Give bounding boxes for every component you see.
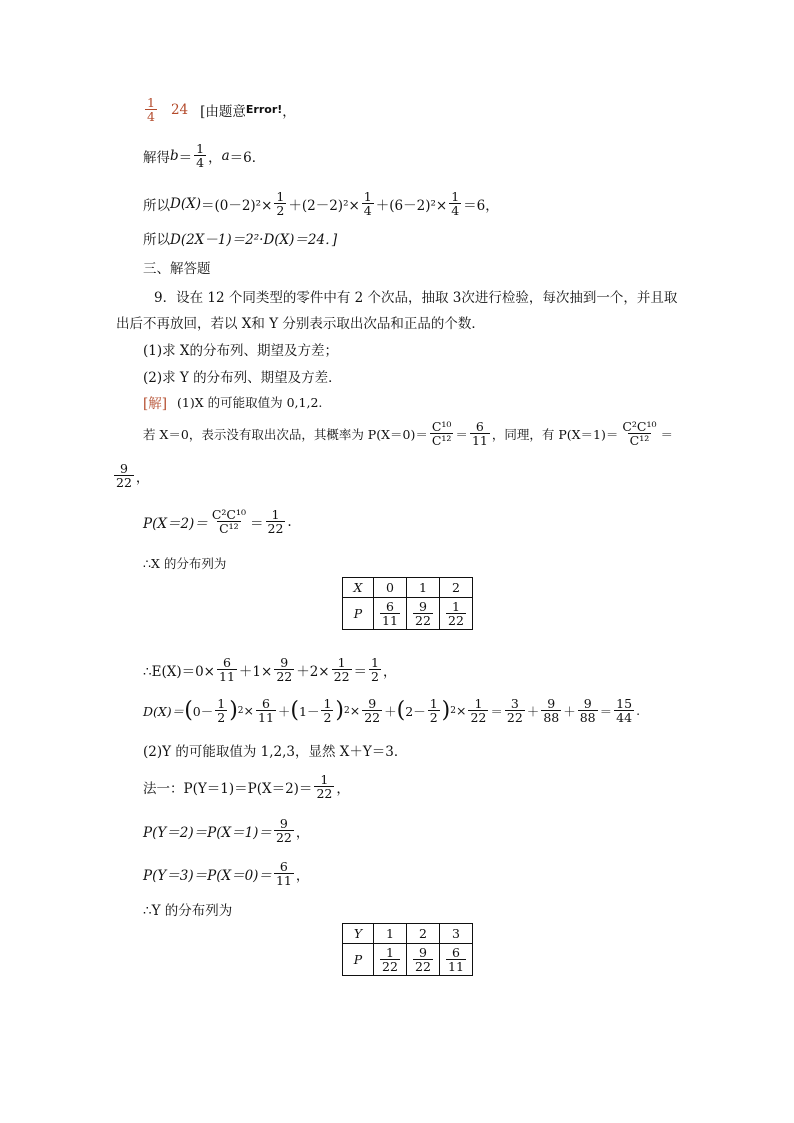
fraction: $\frac{6}{11}$ (275, 859, 292, 889)
fraction: $\frac{6}{11}$ (219, 655, 235, 685)
expectation-line: ∴E(X)＝0× $\frac{6}{11}$ ＋1× $\frac{9}{22}$ ＋2× $\frac{1}{22}$ ＝ $\frac{1}{2}$ ， (143, 655, 397, 685)
problem-text: 出后不再放回，若以 X和 Y 分别表示取出次品和正品的个数． (116, 316, 485, 332)
table-row: P $\frac{6}{11}$ $\frac{9}{22}$ $\frac{1}{22}$ (343, 598, 473, 630)
fraction: $\frac{9}{88}$ (579, 696, 596, 726)
part-2-line: (2)Y 的可能取值为 1,2,3，显然 X＋Y＝3． (143, 744, 408, 760)
fraction: $\frac{1}{22}$ (267, 507, 284, 537)
problem-text: 9．设在 12 个同类型的零件中有 2 个次品，抽取 3次进行检验，每次抽到一个，并且取 (154, 290, 678, 306)
distribution-caption: ∴X 的分布列为 (143, 556, 227, 571)
probability-line: $\frac{9}{22}$ ， (116, 461, 150, 491)
table-row: X 0 1 2 (343, 578, 473, 598)
section-heading: 三、解答题 (143, 261, 211, 277)
bracket-text: [由题意 (200, 103, 246, 120)
fraction: $\frac{1}{2}$ (323, 696, 332, 726)
fraction: $\frac{1}{22}$ (470, 696, 487, 726)
variance-line: 所以 D(X) ＝(0－2)²× $\frac{1}{2}$ ＋(2－2)²× $\frac{1}{4}$ ＋(6－2)²× $\frac{1}{4}$ ＝6， (143, 189, 499, 219)
answer-value: 24 (170, 101, 189, 118)
fraction: $\frac{9}{22}$ (276, 655, 293, 685)
fraction: $\frac{1}{22}$ (316, 772, 333, 802)
fraction: $\frac{1}{22}$ (382, 945, 398, 975)
fraction: $\frac{1}{22}$ (448, 599, 464, 629)
fraction: $\frac{1}{2}$ (429, 696, 438, 726)
table-row: Y 1 2 3 (343, 924, 473, 944)
distribution-caption: ∴Y 的分布列为 (143, 903, 233, 919)
fraction: $\frac{\text{C²C¹⁰}}{\text{C¹²}}$ (211, 507, 246, 537)
fraction: $\frac{9}{22}$ (275, 816, 292, 846)
fraction: $\frac{1}{4}$ (363, 189, 372, 219)
error-text: Error! (245, 103, 283, 117)
fraction: $\frac{9}{22}$ (415, 945, 431, 975)
fraction: $\frac{9}{22}$ (415, 599, 431, 629)
fraction: $\frac{15}{44}$ (616, 696, 633, 726)
answer-line: $\frac{1}{4}$ 24 [由题意 Error! ， (147, 95, 296, 125)
fraction: $\frac{9}{22}$ (116, 461, 132, 491)
fraction: $\frac{1}{2}$ (371, 655, 379, 685)
fraction: $\frac{9}{22}$ (364, 696, 381, 726)
probability-line: P(Y＝3)＝P(X＝0)＝ $\frac{6}{11}$ ， (143, 859, 310, 889)
fraction: $\frac{9}{88}$ (543, 696, 560, 726)
fraction: $\frac{1}{22}$ (333, 655, 350, 685)
method-one-line: 法一：P(Y＝1)＝P(X＝2)＝ $\frac{1}{22}$ ， (143, 772, 350, 802)
solution-start: [解] (1)X 的可能取值为 0,1,2. (143, 392, 322, 412)
variance-formula: D(X)＝ ( 0－ $\frac{1}{2}$ ) 2 × $\frac{6}{11}$ ＋ ( 1－ $\frac{1}{2}$ ) 2 × $\frac{9}{22}$ ＋ ( 2－ $\frac{1}{2}$ ) 2 × $\frac{1}{22}$ ＝ $\frac{3}{22}$ ＋ $\frac{9}{88}$ ＋ $\frac{9}{88}$ ＝ $\frac{15}{44}$ . (143, 696, 641, 726)
probability-line: P(Y＝2)＝P(X＝1)＝ $\frac{9}{22}$ ， (143, 816, 310, 846)
solve-line: 解得 b ＝ $\frac{1}{4}$ ， a ＝6． (143, 141, 266, 171)
fraction: $\frac{\text{C²C¹⁰}}{\text{C¹²}}$ (622, 419, 657, 449)
fraction: $\frac{6}{11}$ (382, 599, 398, 629)
fraction: $\frac{1}{2}$ (276, 189, 285, 219)
fraction: $\frac{6}{11}$ (448, 945, 464, 975)
question-1: (1)求 X的分布列、期望及方差； (143, 343, 339, 359)
fraction: $\frac{6}{11}$ (471, 419, 488, 449)
fraction: $\frac{6}{11}$ (258, 696, 274, 726)
fraction: $\frac{1}{4}$ (147, 95, 155, 125)
distribution-table-x (342, 577, 473, 630)
fraction: $\frac{3}{22}$ (506, 696, 523, 726)
table-row: P $\frac{1}{22}$ $\frac{9}{22}$ $\frac{6}{11}$ (343, 944, 473, 976)
fraction: $\frac{1}{4}$ (196, 141, 205, 171)
fraction: $\frac{1}{2}$ (217, 696, 226, 726)
distribution-table-y (342, 923, 473, 976)
probability-line: 若 X＝0，表示没有取出次品，其概率为 P(X＝0)＝ $\frac{\text{C¹⁰}}{\text{C¹²}}$ ＝ $\frac{6}{11}$ ，同理，有 P(X＝1)＝ $\frac{\text{C²C¹⁰}}{\text{C¹²}}$ ＝ (143, 419, 674, 449)
question-2: (2)求 Y 的分布列、期望及方差． (143, 370, 342, 386)
result-line: 所以 D(2X－1)＝2²·D(X)＝24．] (143, 232, 338, 248)
solution-tag: [解] (143, 396, 168, 412)
fraction: $\frac{1}{4}$ (451, 189, 460, 219)
fraction: $\frac{\text{C¹⁰}}{\text{C¹²}}$ (431, 419, 452, 449)
probability-line: P(X＝2)＝ $\frac{\text{C²C¹⁰}}{\text{C¹²}}$ ＝ $\frac{1}{22}$ . (143, 507, 292, 537)
